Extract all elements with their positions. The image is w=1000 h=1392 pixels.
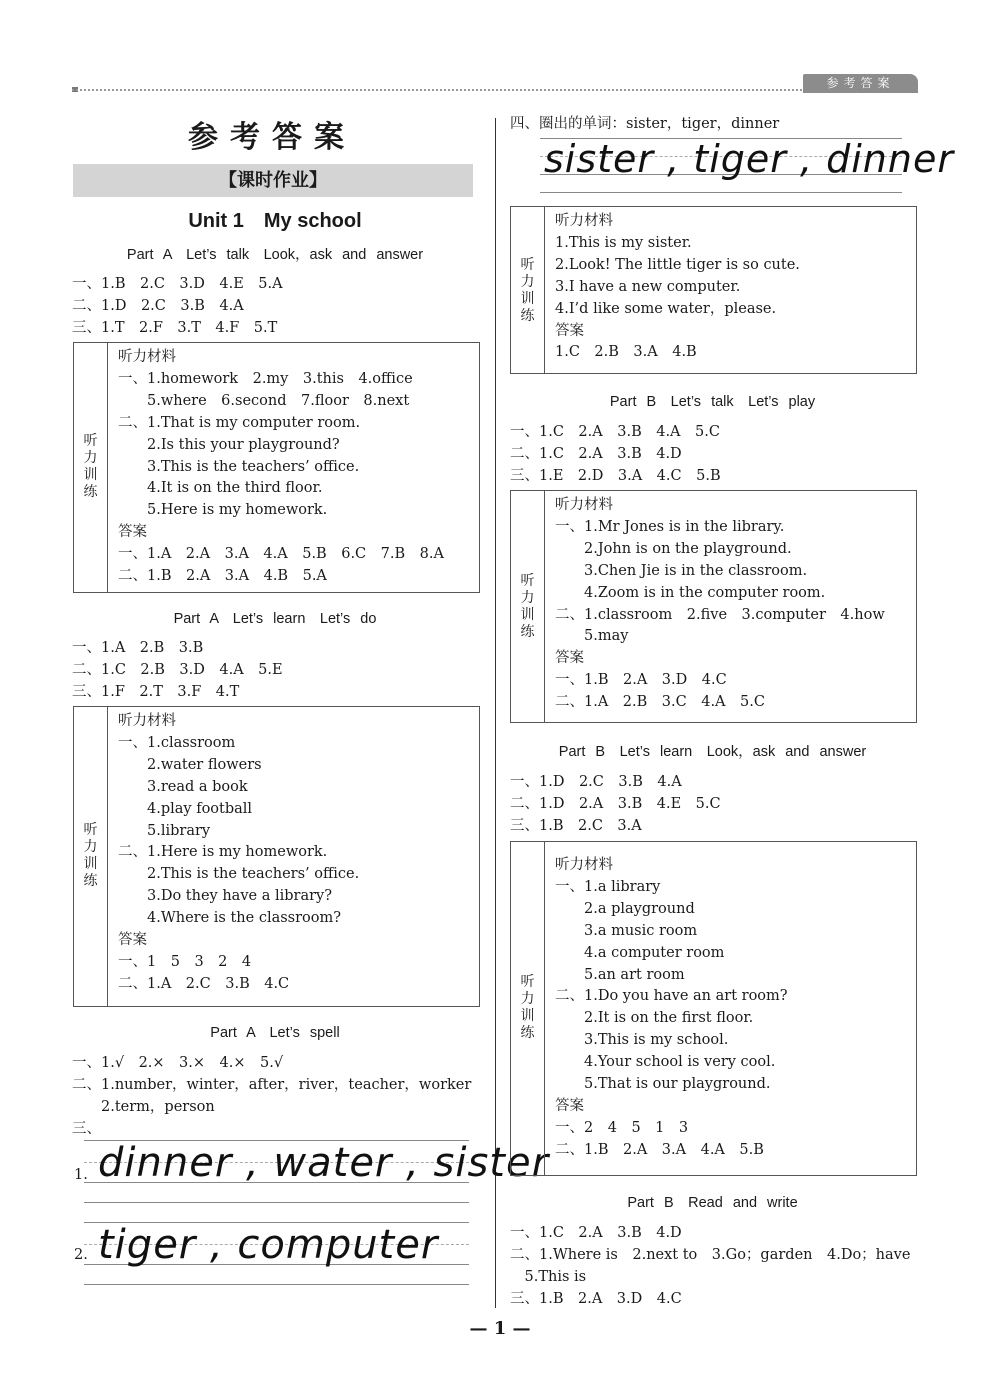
- box-line: 答案: [555, 650, 584, 667]
- answer-line: 三、1.E 2.D 3.A 4.C 5.B: [510, 468, 721, 484]
- handwriting-number: 2.: [74, 1247, 88, 1263]
- answer-line: 一、1.C 2.A 3.B 4.A 5.C: [510, 424, 720, 440]
- box-line: 答案: [555, 1097, 584, 1114]
- box-line: 5.library: [118, 822, 211, 839]
- box-line: 一、1 5 3 2 4: [118, 953, 252, 970]
- box-line: 2.John is on the playground.: [555, 540, 792, 557]
- answer-line: 二、1.D 2.A 3.B 4.E 5.C: [510, 796, 721, 812]
- box-line: 3.Do they have a library?: [118, 888, 332, 905]
- answer-line: 一、1.B 2.C 3.D 4.E 5.A: [72, 276, 283, 292]
- unit-title: Unit 1 My school: [188, 210, 362, 232]
- box-line: 2.It is on the first floor.: [555, 1010, 754, 1027]
- box-line: 3.This is my school.: [555, 1032, 729, 1049]
- box-line: 2.Look! The little tiger is so cute.: [555, 256, 800, 273]
- box-line: 听力材料: [118, 713, 176, 729]
- subtitle-part-b-talk: Part B Let’s talk Let’s play: [609, 394, 816, 410]
- answer-line: 三、1.T 2.F 3.T 4.F 5.T: [72, 320, 278, 336]
- answer-line: 一、1.D 2.C 3.B 4.A: [510, 774, 682, 790]
- answer-line: 三、: [72, 1121, 101, 1137]
- subtitle-part-b-read: Part B Read and write: [627, 1195, 798, 1211]
- handwriting-answer-top: sister , tiger , dinner: [544, 137, 954, 181]
- handwriting-answer-1: dinner , water , sister: [98, 1140, 550, 1186]
- answer-line: 三、1.B 2.C 3.A: [510, 818, 642, 834]
- box-line: 二、1.classroom 2.five 3.computer 4.how: [555, 606, 885, 623]
- box-line: 1.C 2.B 3.A 4.B: [555, 344, 697, 361]
- box-line: 5.an art room: [555, 966, 685, 983]
- header-dotted-rule: [72, 89, 802, 91]
- handwriting-answer-2: tiger , computer: [98, 1222, 439, 1268]
- box-line: 一、1.A 2.A 3.A 4.A 5.B 6.C 7.B 8.A: [118, 546, 444, 563]
- listening-box-1: [73, 342, 480, 593]
- handwriting-number: 1.: [74, 1167, 88, 1183]
- answer-line: 一、1.C 2.A 3.B 4.D: [510, 1225, 682, 1241]
- box-line: 二、1.That is my computer room.: [118, 414, 361, 431]
- subtitle-part-a-learn: Part A Let’s learn Let’s do: [173, 611, 377, 627]
- answer-line: 二、1.C 2.B 3.D 4.A 5.E: [72, 662, 283, 678]
- answer-line: 5.This is: [510, 1269, 587, 1285]
- box-line: 3.Chen Jie is in the classroom.: [555, 562, 808, 579]
- box-line: 2.a playground: [555, 900, 695, 917]
- box-line: 4.play football: [118, 800, 253, 817]
- box-line: 答案: [555, 322, 584, 339]
- answer-line: 二、1.D 2.C 3.B 4.A: [72, 298, 244, 314]
- box-line: 1.This is my sister.: [555, 234, 692, 251]
- answer-line: 一、1.√ 2.× 3.× 4.× 5.√: [72, 1055, 284, 1071]
- circled-words-label: 四、圈出的单词：sister，tiger，dinner: [510, 116, 780, 132]
- box-line: 二、1.B 2.A 3.A 4.B 5.A: [118, 568, 327, 585]
- listening-side-label: 听 力 训 练: [511, 207, 545, 373]
- answer-line: 二、1.C 2.A 3.B 4.D: [510, 446, 682, 462]
- answer-line: 二、1.Where is 2.next to 3.Go；garden 4.Do；have: [510, 1247, 911, 1263]
- box-line: 2.This is the teachers’ office.: [118, 866, 360, 883]
- box-line: 4.I’d like some water，please.: [555, 300, 777, 317]
- box-line: 二、1.Do you have an art room?: [555, 988, 788, 1005]
- box-line: 5.may: [555, 628, 629, 645]
- listening-side-label: 听 力 训 练: [74, 343, 108, 592]
- listening-box-3: [510, 206, 917, 374]
- box-line: 4.Your school is very cool.: [555, 1054, 776, 1071]
- box-line: 一、1.classroom: [118, 734, 236, 751]
- box-line: 3.This is the teachers’ office.: [118, 458, 360, 475]
- box-line: 3.a music room: [555, 922, 698, 939]
- box-line: 5.Here is my homework.: [118, 502, 328, 519]
- box-line: 二、1.B 2.A 3.A 4.A 5.B: [555, 1141, 764, 1158]
- column-divider: [495, 118, 496, 1308]
- subtitle-part-a-talk: Part A Let’s talk Look，ask and answer: [126, 247, 424, 263]
- answer-line: 一、1.A 2.B 3.B: [72, 640, 204, 656]
- box-line: 4.a computer room: [555, 944, 725, 961]
- box-line: 一、1.B 2.A 3.D 4.C: [555, 672, 727, 689]
- box-line: 二、1.A 2.B 3.C 4.A 5.C: [555, 694, 765, 711]
- page-number: — 1 —: [469, 1318, 531, 1339]
- box-line: 一、1.homework 2.my 3.this 4.office: [118, 370, 413, 387]
- box-line: 听力材料: [118, 349, 176, 365]
- box-line: 二、1.A 2.C 3.B 4.C: [118, 975, 290, 992]
- subtitle-part-a-spell: Part A Let’s spell: [210, 1025, 340, 1041]
- answer-line: 2.term，person: [72, 1099, 215, 1115]
- box-line: 一、1.a library: [555, 878, 661, 895]
- answer-line: 三、1.F 2.T 3.F 4.T: [72, 684, 240, 700]
- answer-line: 二、1.number，winter，after，river，teacher，worker: [72, 1077, 472, 1093]
- box-line: 5.where 6.second 7.floor 8.next: [118, 392, 410, 409]
- listening-side-label: 听 力 训 练: [74, 707, 108, 1006]
- box-line: 3.I have a new computer.: [555, 278, 741, 295]
- listening-side-label: 听 力 训 练: [511, 491, 545, 722]
- listening-side-label: 听 力 训 练: [511, 842, 545, 1175]
- box-line: 2.Is this your playground?: [118, 436, 340, 453]
- box-line: 听力材料: [555, 857, 613, 873]
- box-line: 一、2 4 5 1 3: [555, 1119, 689, 1136]
- listening-box-5: [510, 841, 917, 1176]
- answer-line: 三、1.B 2.A 3.D 4.C: [510, 1291, 682, 1307]
- box-line: 4.Where is the classroom?: [118, 910, 342, 927]
- box-line: 4.It is on the third floor.: [118, 480, 323, 497]
- box-line: 3.read a book: [118, 778, 248, 795]
- subtitle-part-b-learn: Part B Let’s learn Look，ask and answer: [558, 744, 867, 760]
- listening-box-4: [510, 490, 917, 723]
- header-tag: 参考答案: [803, 74, 918, 93]
- box-line: 答案: [118, 932, 147, 949]
- box-line: 听力材料: [555, 497, 613, 513]
- listening-box-2: [73, 706, 480, 1007]
- box-line: 5.That is our playground.: [555, 1076, 771, 1093]
- box-line: 听力材料: [555, 213, 613, 229]
- box-line: 一、1.Mr Jones is in the library.: [555, 518, 785, 535]
- box-line: 4.Zoom is in the computer room.: [555, 584, 826, 601]
- section-band: 【课时作业】: [73, 164, 473, 197]
- box-line: 2.water flowers: [118, 756, 262, 773]
- page-title: 参考答案: [188, 120, 356, 155]
- box-line: 答案: [118, 524, 147, 541]
- box-line: 二、1.Here is my homework.: [118, 844, 328, 861]
